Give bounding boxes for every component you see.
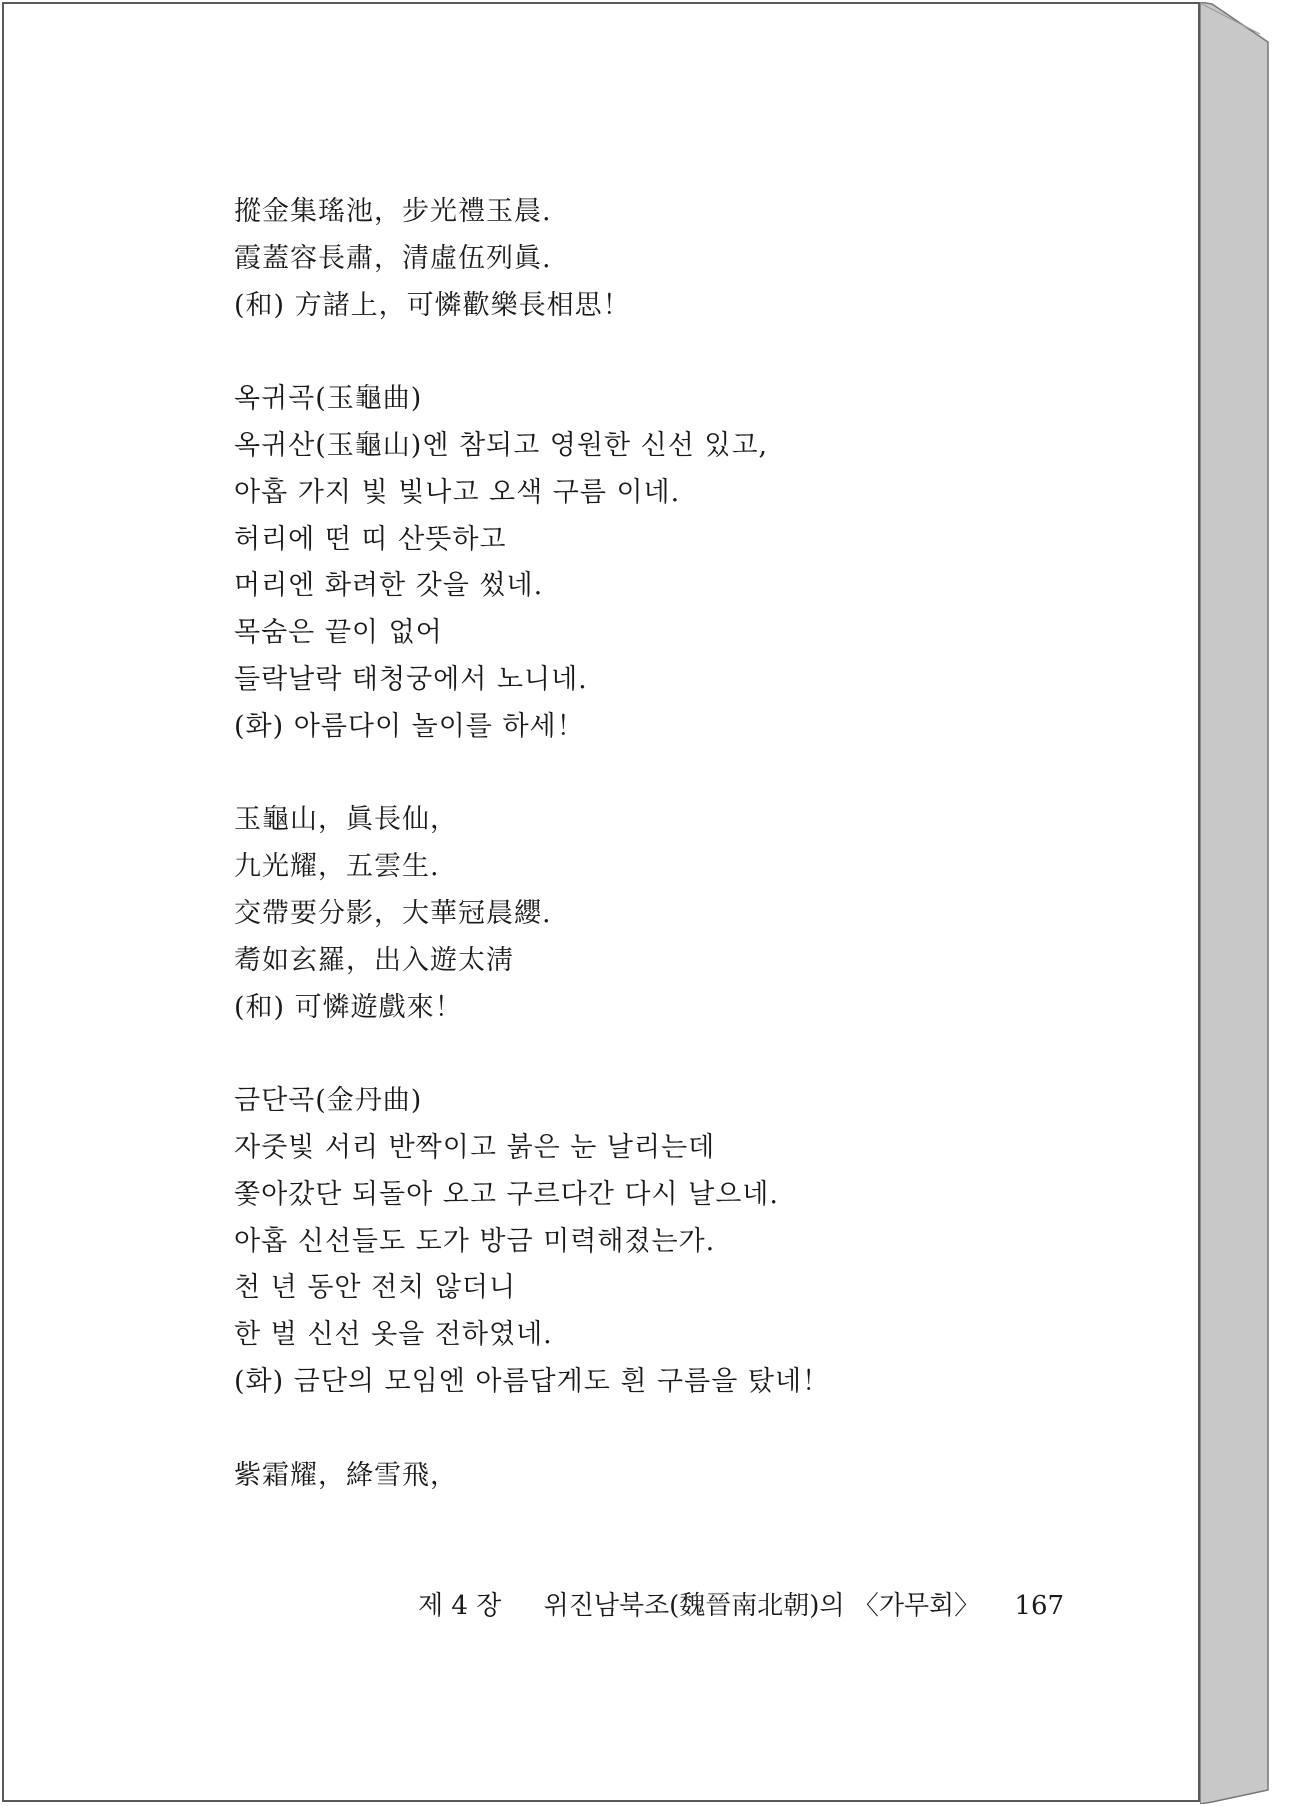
text-line: 목숨은 끝이 없어 <box>234 617 443 649</box>
page-number: 167 <box>1014 1591 1065 1621</box>
text-line: (和) 可憐遊戲來！ <box>234 991 463 1023</box>
text-line: 아홉 가지 빛 빛나고 오색 구름 이네. <box>234 476 681 508</box>
book-page <box>2 2 1200 1802</box>
stanza-gap <box>234 329 1094 376</box>
text-line: 머리엔 화려한 갓을 썼네. <box>234 570 544 602</box>
section-heading: 옥귀곡(玉龜曲) <box>234 383 423 415</box>
text-line: 交帶要分影，大華冠晨纓. <box>234 897 552 929</box>
text-line: 쫓아갔단 되돌아 오고 구르다간 다시 날으네. <box>234 1178 779 1210</box>
text-line: 한 벌 신선 옷을 전하였네. <box>234 1319 553 1351</box>
text-line: 들락날락 태청궁에서 노니네. <box>234 663 588 695</box>
book-spine <box>1200 2 1296 1804</box>
stanza-gap <box>234 1406 1094 1453</box>
text-line: (和) 方諸上，可憐歡樂長相思！ <box>234 289 631 321</box>
stanza-gap <box>234 751 1094 798</box>
text-line: 耈如玄羅，出入遊太淸 <box>234 944 514 976</box>
page-footer <box>418 1586 1065 1626</box>
text-line: 허리에 떤 띠 산뜻하고 <box>234 523 507 555</box>
text-line: 玉龜山，眞長仙， <box>234 804 458 836</box>
chapter-title: 위진남북조(魏晉南北朝)의 〈가무회〉 <box>543 1591 981 1621</box>
section-heading: 금단곡(金丹曲) <box>234 1085 423 1117</box>
text-line: 아홉 신선들도 도가 방금 미력해졌는가. <box>234 1225 716 1257</box>
text-line: 천 년 동안 전치 않더니 <box>234 1272 517 1304</box>
text-line: (화) 금단의 모임엔 아름답게도 흰 구름을 탔네！ <box>234 1365 831 1397</box>
text-line: 摐金集瑤池，步光禮玉晨. <box>234 196 552 227</box>
chapter-label: 제 4 장 <box>418 1591 502 1621</box>
stanza-gap <box>234 1031 1094 1078</box>
text-line: 紫霜耀，絳雪飛， <box>234 1459 458 1491</box>
text-line: 霞蓋容長肅，清虛伍列眞. <box>234 242 552 274</box>
text-line: (화) 아름다이 놀이를 하세！ <box>234 710 585 742</box>
text-line: 옥귀산(玉龜山)엔 참되고 영원한 신선 있고, <box>234 429 769 461</box>
text-line: 九光耀，五雲生. <box>234 851 440 883</box>
text-line: 자줏빛 서리 반짝이고 붉은 눈 날리는데 <box>234 1131 716 1163</box>
poem-text <box>234 189 1094 1499</box>
